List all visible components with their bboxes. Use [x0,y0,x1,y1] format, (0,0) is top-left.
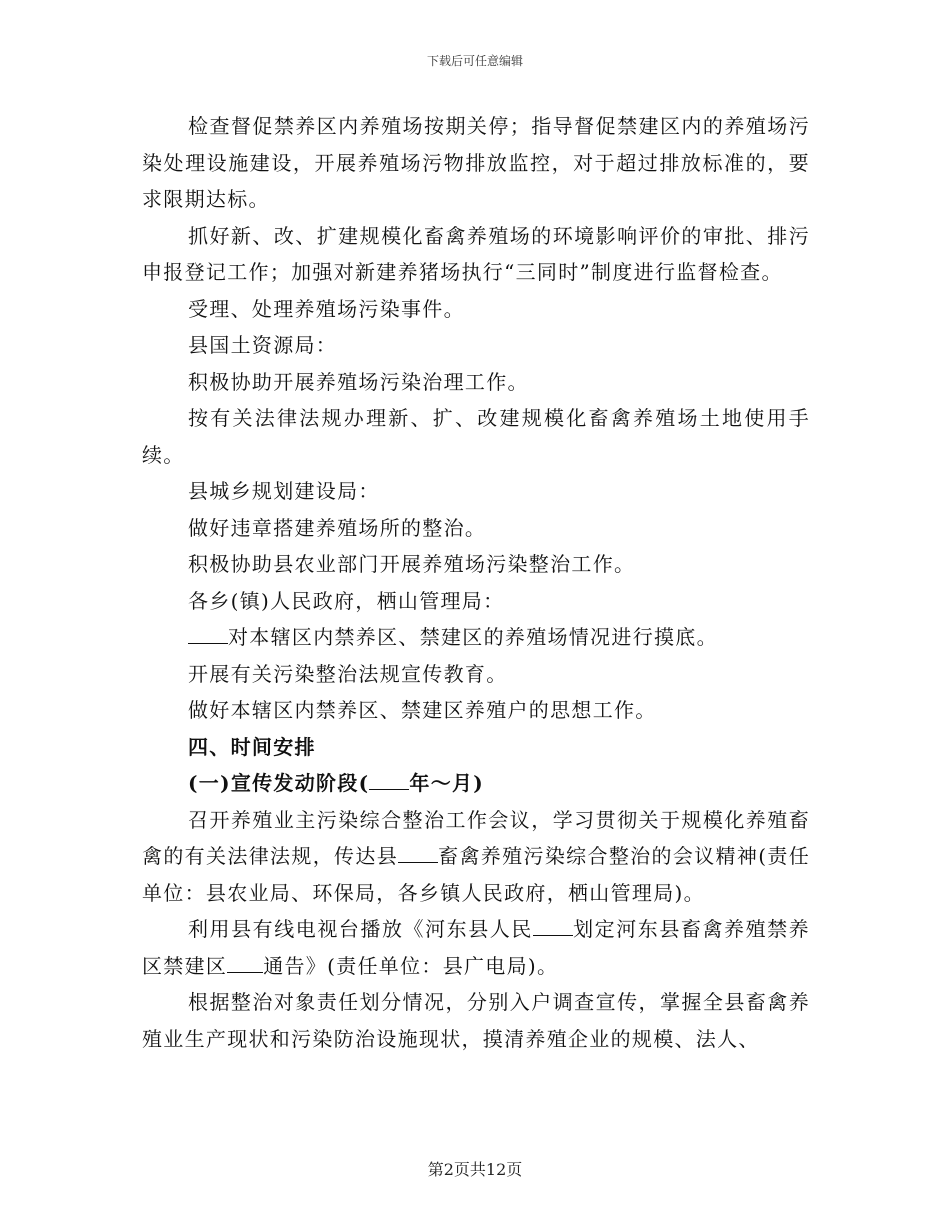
paragraph: 县国土资源局： [188,333,338,357]
paragraph: 做好违章搭建养殖场所的整治。 [188,515,487,540]
paragraph-text: 召开养殖业主污染综合整治工作会议，学习贯彻关于规模化养殖畜禽的有关法律法规，传达县 [142,807,810,868]
blank-underline [369,788,409,790]
document-body [142,108,810,1057]
paragraph: 积极协助县农业部门开展养殖场污染整治工作。 [188,552,636,576]
paragraph-text: 划定河东县畜禽养殖禁养区禁建区 [142,917,810,978]
paragraph: 积极协助开展养殖场污染治理工作。 [188,369,529,394]
section-heading: 四、时间安排 [188,734,316,759]
paragraph: 各乡(镇)人民政府，栖山管理局： [188,588,505,613]
paragraph: 抓好新、改、扩建规模化畜禽养殖场的环境影响评价的审批、排污申报登记工作；加强对新建养猪场执行“三同时”制度进行监督检查。 [142,223,810,284]
heading-text: 年～月) [409,771,485,795]
paragraph: 检查督促禁养区内养殖场按期关停；指导督促禁建区内的养殖场污染处理设施建设，开展养殖场污物排放监控，对于超过排放标准的，要求限期达标。 [142,114,810,211]
paragraph [142,619,810,656]
paragraph-text: 畜禽养殖污染综合整治的会议精神(责任单位：县农业局、环保局，各乡镇人民政府，栖山管理局)。 [142,844,810,905]
paragraph [142,802,810,912]
page-header: 下载后可任意编辑 [426,54,523,68]
blank-underline [398,861,438,863]
paragraph: 县城乡规划建设局： [188,479,380,503]
paragraph-text: 利用县有线电视台播放《河东县人民 [188,917,533,941]
paragraph: 开展有关污染整治法规宣传教育。 [188,661,508,686]
heading-text: (一)宣传发动阶段( [188,771,370,795]
paragraph-text: 通告》(责任单位：县广电局)。 [263,953,559,978]
subsection-heading [142,765,810,802]
paragraph [142,911,810,984]
paragraph: 按有关法律法规办理新、扩、改建规模化畜禽养殖场土地使用手续。 [142,406,810,467]
blank-underline [533,934,573,936]
blank-underline [188,642,228,644]
page-footer: 第2页共12页 [427,1160,523,1179]
paragraph-text: 对本辖区内禁养区、禁建区的养殖场情况进行摸底。 [228,625,718,649]
paragraph: 做好本辖区内禁养区、禁建区养殖户的思想工作。 [188,698,657,722]
paragraph: 根据整治对象责任划分情况，分别入户调查宣传，掌握全县畜禽养殖业生产现状和污染防治设施现状，摸清养殖企业的规模、法人、 [142,990,810,1051]
paragraph: 受理、处理养殖场污染事件。 [188,296,465,321]
blank-underline [227,971,263,973]
